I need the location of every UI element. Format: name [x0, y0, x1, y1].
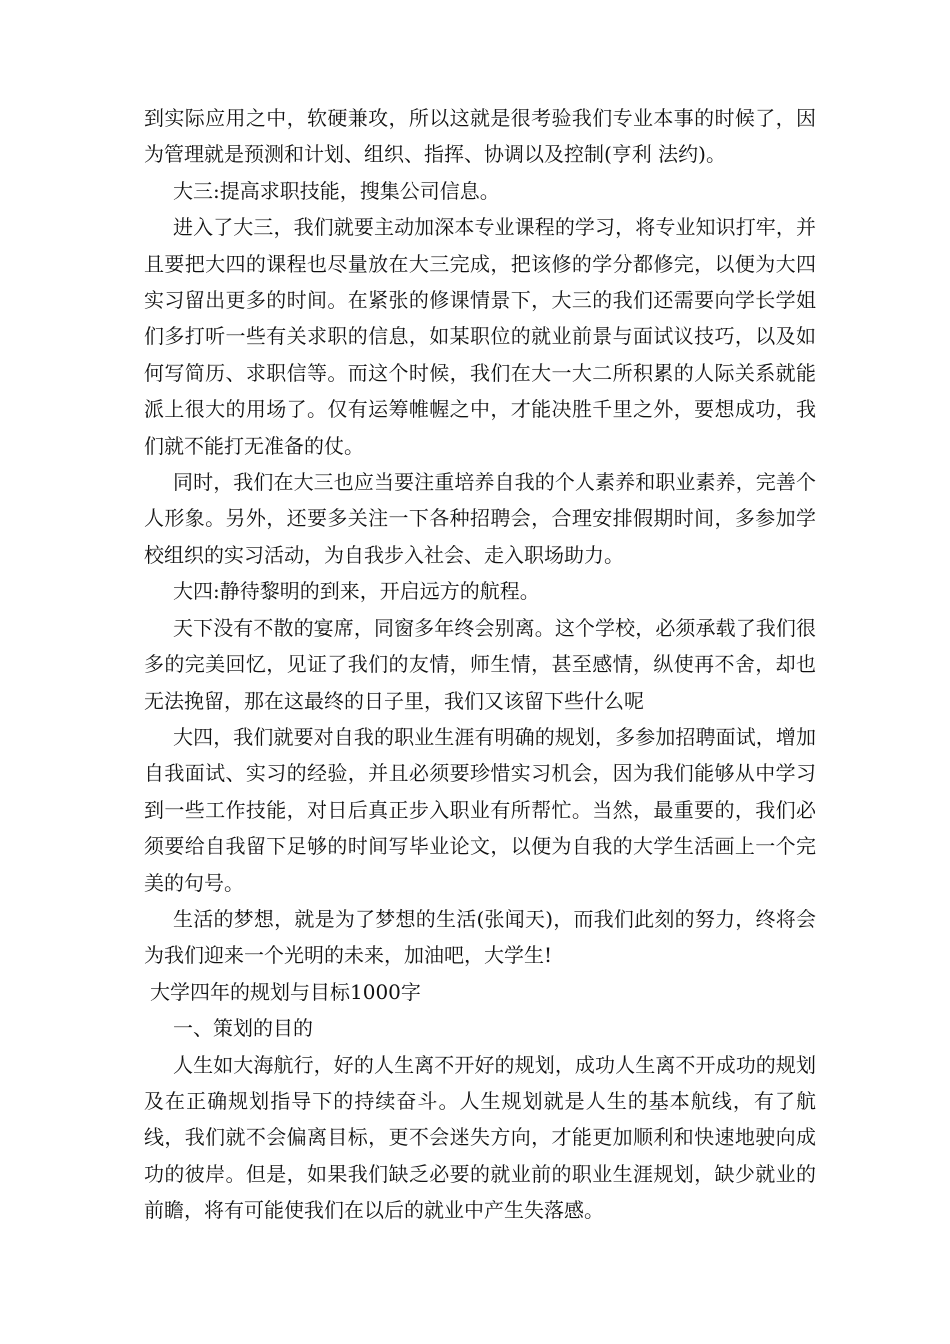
paragraph-life-planning: 人生如大海航行，好的人生离不开好的规划，成功人生离不开成功的规划及在正确规划指导下的持续奋斗。人生规划就是人生的基本航线，有了航线，我们就不会偏离目标，更不会迷失方向，才能更加顺利和快速地驶向成功的彼岸。但是，如果我们缺乏必要的就业前的职业生涯规划，缺少就业的前瞻，将有可能使我们在以后的就业中产生失落感。 [144, 1052, 816, 1223]
paragraph-junior-study: 进入了大三，我们就要主动加深本专业课程的学习，将专业知识打牢，并且要把大四的课程也尽量放在大三完成，把该修的学分都修完，以便为大四实习留出更多的时间。在紧张的修课情景下，大三的我们还需要向学长学姐们多打听一些有关求职的信息，如某职位的就业前景与面试议技巧，以及如何写简历、求职信等。而这个时候，我们在大一大二所积累的人际关系就能派上很大的用场了。仅有运筹帷幄之中，才能决胜千里之外，要想成功，我们就不能打无准备的仗。 [144, 215, 816, 458]
section-title: 大学四年的规划与目标1000字 [150, 979, 421, 1004]
paragraph-senior-plan: 大四，我们就要对自我的职业生涯有明确的规划，多参加招聘面试，增加自我面试、实习的经验，并且必须要珍惜实习机会，因为我们能够从中学习到一些工作技能，对日后真正步入职业有所帮忙。当然，最重要的，我们必须要给自我留下足够的时间写毕业论文，以便为自我的大学生活画上一个完美的句号。 [144, 724, 816, 895]
heading-junior-year: 大三:提高求职技能，搜集公司信息。 [173, 178, 500, 203]
paragraph-junior-quality: 同时，我们在大三也应当要注重培养自我的个人素养和职业素养，完善个人形象。另外，还要多关注一下各种招聘会，合理安排假期时间，多参加学校组织的实习活动，为自我步入社会、走入职场助力。 [144, 470, 816, 567]
paragraph-management: 到实际应用之中，软硬兼攻，所以这就是很考验我们专业本事的时候了，因为管理就是预测和计划、组织、指挥、协调以及控制(亨利 法约)。 [144, 106, 816, 167]
document-body [144, 100, 816, 1229]
heading-senior-year: 大四:静待黎明的到来，开启远方的航程。 [173, 579, 540, 604]
paragraph-farewell: 天下没有不散的宴席，同窗多年终会别离。这个学校，必须承载了我们很多的完美回忆，见证了我们的友情，师生情，甚至感情，纵使再不舍，却也无法挽留，那在这最终的日子里，我们又该留下些什么呢 [144, 615, 816, 713]
subheading-purpose: 一、策划的目的 [173, 1016, 313, 1041]
paragraph-dream-life: 生活的梦想，就是为了梦想的生活(张闻天)，而我们此刻的努力，终将会为我们迎来一个光明的未来，加油吧，大学生! [144, 906, 816, 968]
